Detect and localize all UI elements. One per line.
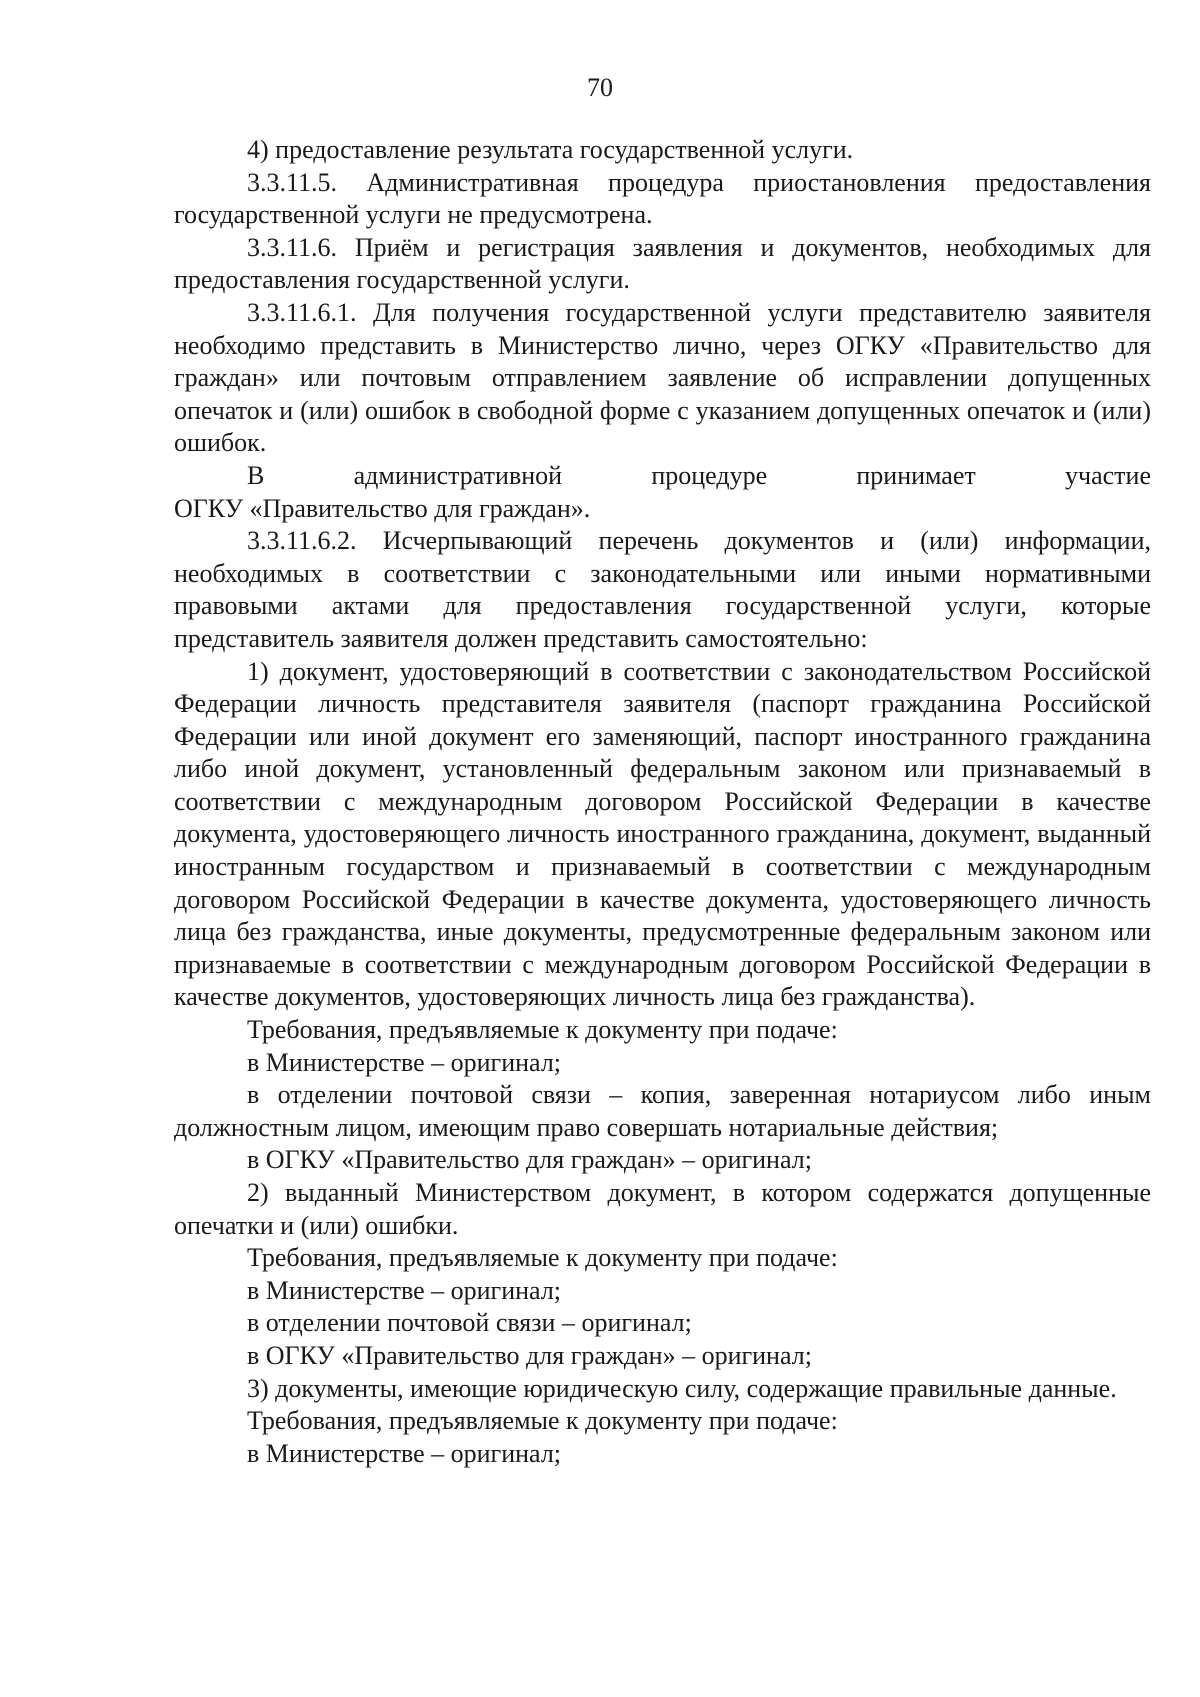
requirement-ministry-2: в Министерстве – оригинал; — [247, 1275, 562, 1305]
requirement-post-office-1: в отделении почтовой связи – копия, заверенная нотариусом либо иным должностным лицом, имеющим право совершать нотариальные действия; — [174, 1080, 1151, 1142]
list-item-2-issued-document: 2) выданный Министерством документ, в котором содержатся допущенные опечатки и (или) ошибки. — [174, 1178, 1151, 1240]
paragraph-3-3-11-6-1: 3.3.11.6.1. Для получения государственной услуги представителю заявителя необходимо представить в Министерство лично, через ОГКУ «Правительство для граждан» или почтовым отправлением заявление об исправлении допущенных опечаток и (или) ошибок в свободной форме с указанием допущенных опечаток и (или) ошибок. — [174, 297, 1151, 458]
paragraph-3-3-11-6: 3.3.11.6. Приём и регистрация заявления и документов, необходимых для предоставления государственной услуги. — [174, 232, 1151, 295]
requirement-ogku-2: в ОГКУ «Правительство для граждан» – оригинал; — [247, 1340, 812, 1370]
paragraph-participation-continued: ОГКУ «Правительство для граждан». — [174, 493, 591, 523]
paragraph-3-3-11-6-2: 3.3.11.6.2. Исчерпывающий перечень документов и (или) информации, необходимых в соответствии с законодательными или иными нормативными правовыми актами для предоставления государственной услуги, которые представитель заявителя должен представить самостоятельно: — [174, 526, 1151, 653]
requirements-heading-3: Требования, предъявляемые к документу при подаче: — [247, 1406, 838, 1436]
requirement-ministry-1: в Министерстве – оригинал; — [247, 1047, 562, 1077]
requirement-post-office-2: в отделении почтовой связи – оригинал; — [247, 1308, 692, 1338]
requirement-ogku-1: в ОГКУ «Правительство для граждан» – оригинал; — [247, 1145, 812, 1175]
requirement-ministry-3: в Министерстве – оригинал; — [247, 1438, 562, 1468]
document-body — [174, 134, 1151, 1470]
list-item-3-correct-data-documents: 3) документы, имеющие юридическую силу, содержащие правильные данные. — [247, 1373, 1117, 1403]
paragraph-3-3-11-5: 3.3.11.5. Административная процедура приостановления предоставления государственной услуги не предусмотрена. — [174, 167, 1151, 230]
paragraph-result-provision: 4) предоставление результата государственной услуги. — [247, 135, 854, 164]
requirements-heading-1: Требования, предъявляемые к документу при подаче: — [247, 1015, 838, 1045]
paragraph-participation: В административной процедуре принимает участие — [247, 460, 1151, 490]
list-item-1-identity-document: 1) документ, удостоверяющий в соответствии с законодательством Российской Федерации личность представителя заявителя (паспорт гражданина Российской Федерации или иной документ его заменяющий, паспорт иностранного гражданина либо иной документ, установленный федеральным законом или признаваемый в соответствии с международным договором Российской Федерации в качестве документа, удостоверяющего личность иностранного гражданина, документ, выданный иностранным государством и признаваемый в соответствии с международным договором Российской Федерации в качестве документа, удостоверяющего личность лица без гражданства, иные документы, предусмотренные федеральным законом или признаваемые в соответствии с международным договором Российской Федерации в качестве документов, удостоверяющих личность лица без гражданства). — [174, 656, 1151, 1012]
requirements-heading-2: Требования, предъявляемые к документу при подаче: — [247, 1243, 838, 1273]
page-number: 70 — [587, 73, 613, 102]
